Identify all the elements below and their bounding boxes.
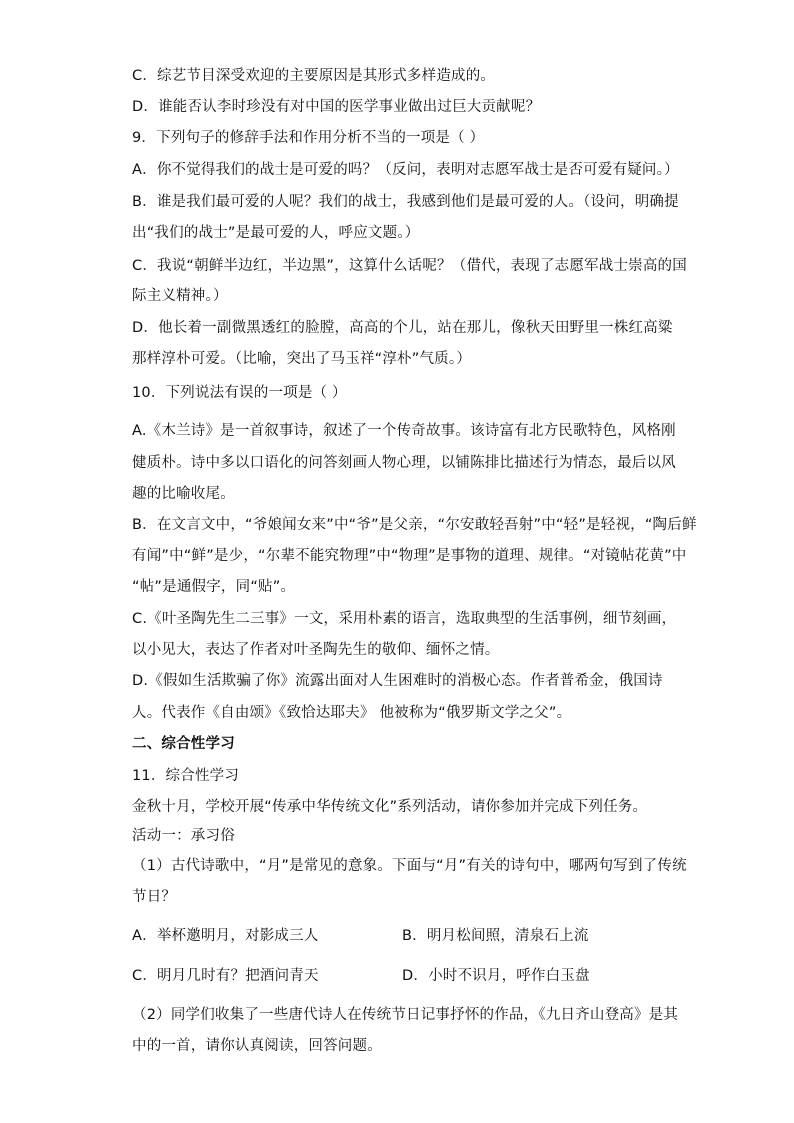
poem-option-d: D．小时不识月，呼作白玉盘 [402, 968, 590, 984]
option-10a-line1: A.《木兰诗》是一首叙事诗，叙述了一个传奇故事。该诗富有北方民歌特色，风格刚 [132, 423, 676, 439]
poem-option-c: C．明月几时有？把酒问青天 [132, 968, 319, 984]
question-10-stem: 10．下列说法有误的一项是（ ） [132, 385, 347, 401]
question-11-intro: 金秋十月，学校开展“传承中华传统文化”系列活动，请你参加并完成下列任务。 [132, 799, 648, 815]
option-9b-line1: B．谁是我们最可爱的人呢？我们的战士，我感到他们是最可爱的人。（设问，明确提 [132, 194, 679, 210]
section-heading: 二、综合性学习 [132, 736, 235, 752]
option-10b-line2: 有闻”中“鲜”是少，“尔辈不能究物理”中“物理”是事物的道理、规律。“对镜帖花黄”中 [132, 548, 687, 564]
option-9c-line1: C．我说“朝鲜半边红，半边黑”，这算什么话呢？（借代，表现了志愿军战士崇高的国 [132, 258, 687, 274]
option-9b-line2: 出“我们的战士”是最可爱的人，呼应文题。） [132, 225, 420, 241]
option-9a: A．你不觉得我们的战士是可爱的吗？（反问，表明对志愿军战士是否可爱有疑问。） [132, 162, 679, 178]
option-9d-line1: D．他长着一副微黑透红的脸膛，高高的个儿，站在那儿，像秋天田野里一株红高粱 [132, 320, 673, 336]
option-9d-line2: 那样淳朴可爱。（比喻，突出了马玉祥“淳朴”气质。） [132, 351, 472, 367]
option-8c: C．综艺节目深受欢迎的主要原因是其形式多样造成的。 [132, 68, 496, 84]
option-10a-line3: 趣的比喻收尾。 [132, 486, 235, 502]
activity-one-label: 活动一：承习俗 [132, 828, 235, 844]
option-10c-line1: C.《叶圣陶先生二三事》一文，采用朴素的语言，选取典型的生活事例，细节刻画， [132, 611, 677, 627]
option-10b-line3: “帖”是通假字，同“贴”。 [132, 579, 296, 595]
option-10d-line2: 人。代表作《自由颂》《致恰达耶夫》 他被称为“俄罗斯文学之父”。 [132, 705, 572, 721]
poem-option-a: A．举杯邀明月，对影成三人 [132, 928, 319, 944]
option-9c-line2: 际主义精神。） [132, 288, 228, 304]
question-11-title: 11．综合性学习 [132, 768, 240, 784]
subquestion-1-line1: （1）古代诗歌中，“月”是常见的意象。下面与“月”有关的诗句中，哪两句写到了传统 [132, 858, 687, 874]
option-10c-line2: 以小见大，表达了作者对叶圣陶先生的敬仰、缅怀之情。 [132, 642, 500, 658]
question-9-stem: 9．下列句子的修辞手法和作用分析不当的一项是（ ） [132, 130, 485, 146]
option-10d-line1: D.《假如生活欺骗了你》流露出面对人生困难时的消极心态。作者普希金，俄国诗 [132, 673, 663, 689]
option-8d: D．谁能否认李时珍没有对中国的医学事业做出过巨大贡献呢？ [132, 99, 541, 115]
option-10b-line1: B．在文言文中，“爷娘闻女来”中“爷”是父亲，“尔安敢轻吾射”中“轻”是轻视，“陶后鲜 [132, 517, 697, 533]
subquestion-1-line2: 节日？ [132, 889, 177, 905]
poem-option-b: B．明月松间照，清泉石上流 [402, 928, 589, 944]
option-10a-line2: 健质朴。诗中多以口语化的问答刻画人物心理，以铺陈排比描述行为情态，最后以风 [132, 455, 676, 471]
subquestion-2-line1: （2）同学们收集了一些唐代诗人在传统节日记事抒怀的作品，《九日齐山登高》是其 [132, 1007, 679, 1023]
subquestion-2-line2: 中的一首，请你认真阅读，回答问题。 [132, 1038, 382, 1054]
